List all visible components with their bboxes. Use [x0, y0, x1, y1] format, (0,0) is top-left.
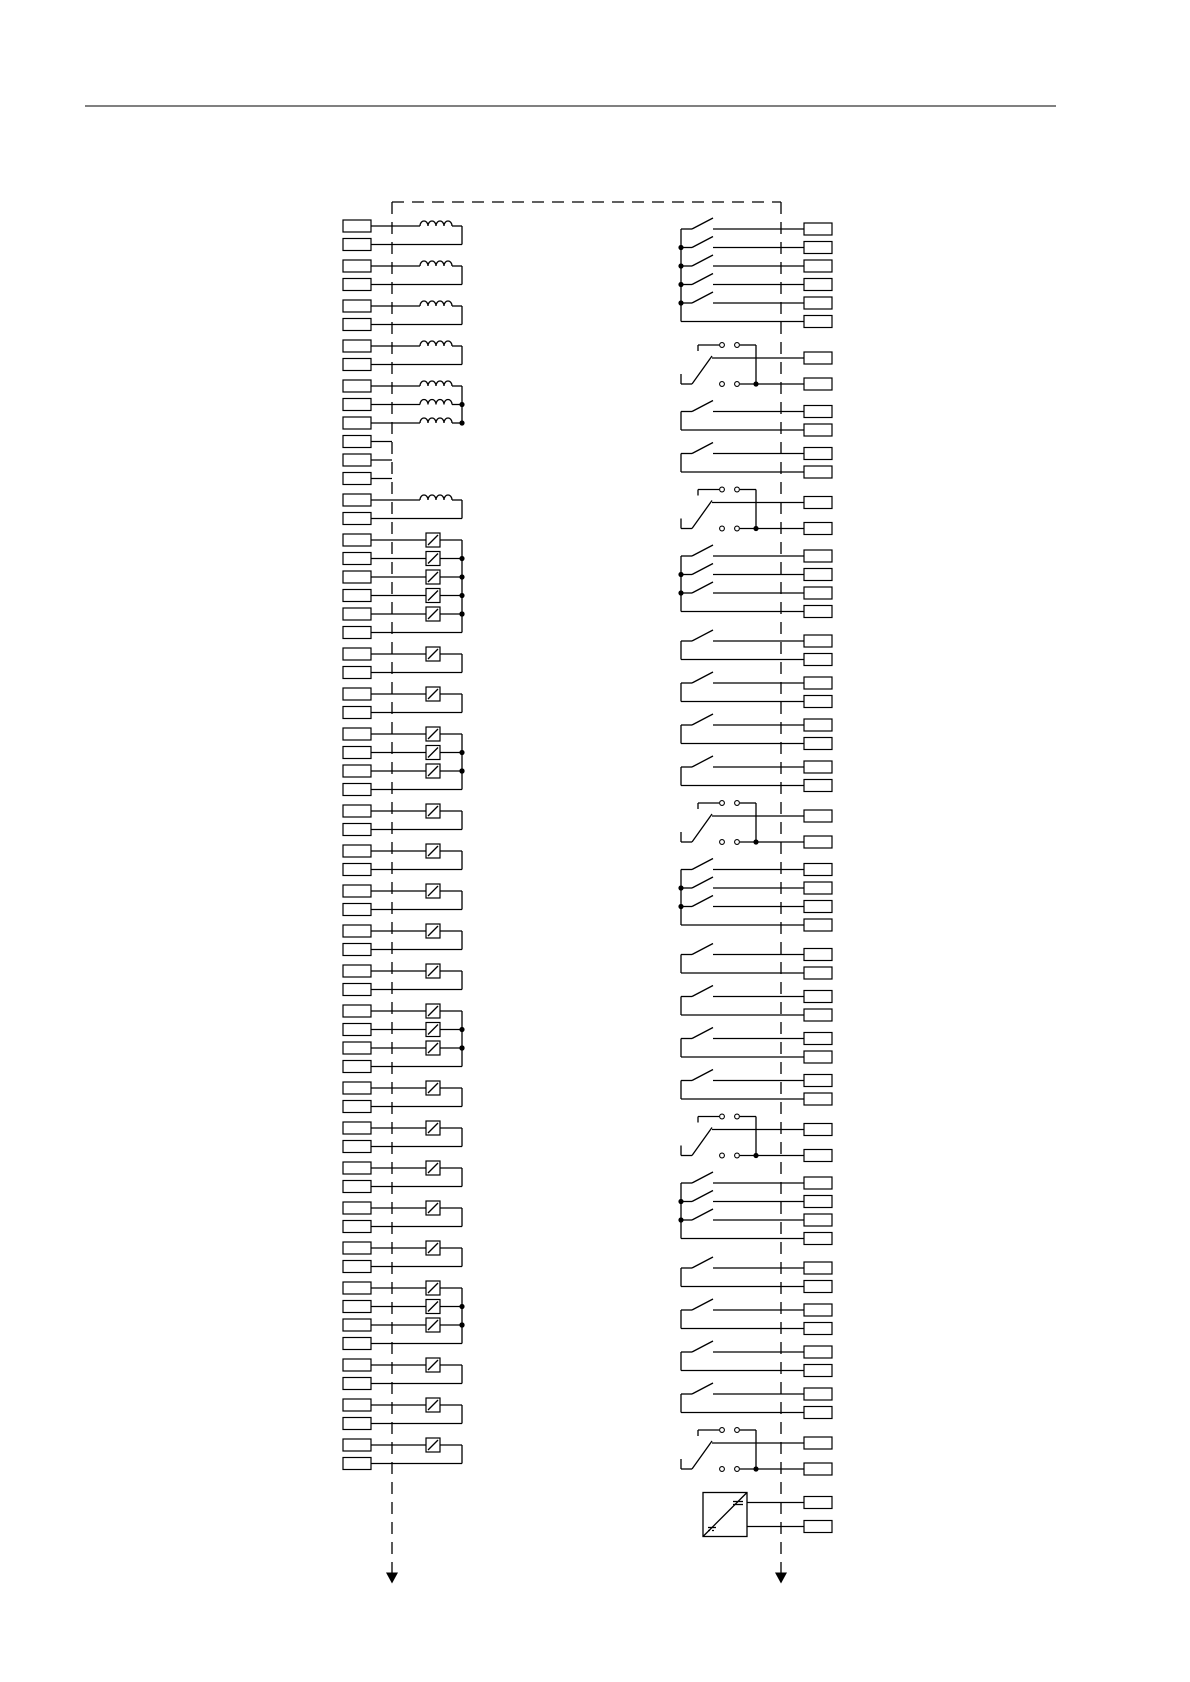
contact-terminal: [720, 382, 725, 387]
relay-terminal: [804, 466, 832, 478]
power-supply: [703, 1493, 832, 1537]
junction-dot: [459, 1322, 464, 1327]
contact-terminal: [735, 382, 740, 387]
ct-terminal: [343, 473, 371, 485]
opto-terminal: [343, 1319, 371, 1331]
continue-arrow: [386, 1573, 398, 1584]
contact-terminal: [720, 1428, 725, 1433]
opto-terminal: [343, 824, 371, 836]
junction-dot: [459, 768, 464, 773]
contact-blade: [692, 944, 713, 955]
relay-terminal: [804, 1323, 832, 1335]
changeover-contact: [681, 801, 832, 848]
opto-terminal: [343, 571, 371, 583]
contact-blade: [692, 274, 713, 285]
relay-terminal: [804, 297, 832, 309]
contact-blade: [692, 1299, 713, 1310]
relay-terminal: [804, 1214, 832, 1226]
opto-terminal: [343, 648, 371, 660]
ct-terminal: [343, 417, 371, 429]
contact-terminal: [720, 1153, 725, 1158]
contact-blade: [692, 356, 712, 384]
relay-contacts-common: [678, 1172, 832, 1245]
relay-contact: [681, 672, 832, 708]
contact-blade: [692, 582, 713, 593]
contact-blade: [692, 237, 713, 248]
relay-terminal: [804, 242, 832, 254]
contact-blade: [692, 501, 712, 529]
relay-contact: [681, 944, 832, 980]
opto-terminal: [343, 944, 371, 956]
coil-winding: [420, 341, 452, 346]
coil-winding: [420, 400, 452, 405]
junction-dot: [753, 1466, 758, 1471]
contact-terminal: [735, 1428, 740, 1433]
junction-dot: [753, 1153, 758, 1158]
opto-terminal: [343, 1141, 371, 1153]
relay-terminal: [804, 550, 832, 562]
opto-terminal: [343, 984, 371, 996]
opto-terminal: [343, 1101, 371, 1113]
coil-winding: [420, 495, 452, 500]
opto-terminal: [343, 885, 371, 897]
opto-terminal: [343, 1042, 371, 1054]
relay-terminal: [804, 606, 832, 618]
continue-arrow: [775, 1573, 787, 1584]
opto-terminal: [343, 864, 371, 876]
contact-blade: [692, 443, 713, 454]
ct-input: [343, 300, 462, 331]
left-terminal-column: [343, 220, 465, 1470]
relay-terminal: [804, 919, 832, 931]
opto-terminal: [343, 534, 371, 546]
opto-input: [343, 647, 462, 679]
opto-input: [343, 844, 462, 876]
contact-blade: [692, 1028, 713, 1039]
coil-winding: [420, 221, 452, 226]
relay-terminal: [804, 991, 832, 1003]
relay-contact: [681, 714, 832, 750]
contact-blade: [692, 292, 713, 303]
ct-terminal: [343, 494, 371, 506]
supply-terminal: [804, 1497, 832, 1509]
changeover-contact: [681, 343, 832, 390]
contact-blade: [692, 1191, 713, 1202]
opto-terminal: [343, 1162, 371, 1174]
opto-terminal: [343, 1061, 371, 1073]
opto-terminal: [343, 765, 371, 777]
contact-terminal: [720, 1467, 725, 1472]
relay-terminal: [804, 1346, 832, 1358]
relay-contacts-common: [678, 218, 832, 328]
contact-blade: [692, 1257, 713, 1268]
relay-contact: [681, 630, 832, 666]
opto-terminal: [343, 1301, 371, 1313]
contact-blade: [692, 545, 713, 556]
ct-terminal: [343, 279, 371, 291]
opto-terminal: [343, 1221, 371, 1233]
opto-input-group: [343, 727, 465, 796]
relay-contact: [681, 443, 832, 479]
ct-terminal: [343, 436, 371, 448]
contact-blade: [692, 756, 713, 767]
relay-terminal: [804, 424, 832, 436]
opto-input: [343, 1358, 462, 1390]
relay-terminal: [804, 654, 832, 666]
contact-terminal: [735, 487, 740, 492]
opto-terminal: [343, 1399, 371, 1411]
relay-terminal: [804, 1407, 832, 1419]
contact-terminal: [735, 343, 740, 348]
relay-contact: [681, 1341, 832, 1377]
relay-terminal: [804, 523, 832, 535]
contact-terminal: [720, 840, 725, 845]
relay-terminal: [804, 448, 832, 460]
contact-blade: [692, 714, 713, 725]
opto-terminal: [343, 1439, 371, 1451]
ct-terminal: [343, 319, 371, 331]
relay-terminal: [804, 677, 832, 689]
contact-blade: [692, 1128, 712, 1156]
relay-terminal: [804, 967, 832, 979]
opto-terminal: [343, 728, 371, 740]
relay-terminal: [804, 864, 832, 876]
ct-terminal: [343, 260, 371, 272]
opto-input: [343, 1201, 462, 1233]
relay-terminal: [804, 378, 832, 390]
relay-terminal: [804, 901, 832, 913]
ct-input-three-phase: [343, 380, 465, 485]
relay-terminal: [804, 1093, 832, 1105]
opto-terminal: [343, 553, 371, 565]
opto-terminal: [343, 1282, 371, 1294]
opto-input: [343, 1241, 462, 1273]
opto-input: [343, 924, 462, 956]
relay-terminal: [804, 738, 832, 750]
opto-input-group: [343, 1004, 465, 1073]
junction-dot: [753, 381, 758, 386]
contact-terminal: [735, 526, 740, 531]
opto-terminal: [343, 784, 371, 796]
junction-dot: [459, 611, 464, 616]
changeover-contact: [681, 1428, 832, 1475]
opto-input: [343, 1438, 462, 1470]
relay-terminal: [804, 316, 832, 328]
opto-input: [343, 1081, 462, 1113]
contact-blade: [692, 986, 713, 997]
relay-terminal: [804, 406, 832, 418]
contact-terminal: [720, 343, 725, 348]
opto-terminal: [343, 627, 371, 639]
relay-terminal: [804, 1177, 832, 1189]
opto-terminal: [343, 1359, 371, 1371]
contact-terminal: [735, 840, 740, 845]
relay-terminal: [804, 719, 832, 731]
relay-terminal: [804, 569, 832, 581]
relay-terminal: [804, 260, 832, 272]
relay-contact: [681, 1383, 832, 1419]
changeover-contact: [681, 1114, 832, 1161]
contact-blade: [692, 401, 713, 412]
contact-terminal: [735, 1153, 740, 1158]
opto-terminal: [343, 1024, 371, 1036]
relay-contact: [681, 1070, 832, 1106]
relay-terminal: [804, 1437, 832, 1449]
junction-dot: [753, 839, 758, 844]
relay-contact: [681, 1028, 832, 1064]
opto-input: [343, 804, 462, 836]
contact-terminal: [735, 1114, 740, 1119]
relay-terminal: [804, 1150, 832, 1162]
opto-terminal: [343, 1005, 371, 1017]
contact-blade: [692, 218, 713, 229]
contact-terminal: [720, 526, 725, 531]
opto-terminal: [343, 925, 371, 937]
coil-winding: [420, 261, 452, 266]
coil-winding: [420, 301, 452, 306]
contact-terminal: [720, 801, 725, 806]
relay-terminal: [804, 780, 832, 792]
contact-blade: [692, 1441, 712, 1469]
opto-terminal: [343, 608, 371, 620]
relay-contact: [681, 1257, 832, 1293]
relay-terminal: [804, 696, 832, 708]
opto-terminal: [343, 1122, 371, 1134]
opto-terminal: [343, 747, 371, 759]
relay-terminal: [804, 635, 832, 647]
opto-terminal: [343, 904, 371, 916]
ct-terminal: [343, 399, 371, 411]
ct-terminal: [343, 454, 371, 466]
opto-terminal: [343, 1261, 371, 1273]
contact-blade: [692, 564, 713, 575]
relay-terminal: [804, 352, 832, 364]
ct-input: [343, 220, 462, 251]
opto-terminal: [343, 965, 371, 977]
opto-terminal: [343, 1202, 371, 1214]
opto-input: [343, 884, 462, 916]
relay-terminal: [804, 1304, 832, 1316]
ct-terminal: [343, 340, 371, 352]
opto-terminal: [343, 667, 371, 679]
relay-terminal: [804, 1233, 832, 1245]
contact-blade: [692, 672, 713, 683]
relay-terminal: [804, 836, 832, 848]
contact-blade: [692, 814, 712, 842]
relay-terminal: [804, 1365, 832, 1377]
coil-winding: [420, 418, 452, 423]
ct-terminal: [343, 300, 371, 312]
ct-input: [343, 494, 462, 525]
relay-contacts-common: [678, 545, 832, 618]
opto-input: [343, 1121, 462, 1153]
relay-terminal: [804, 1196, 832, 1208]
contact-blade: [692, 877, 713, 888]
opto-terminal: [343, 1242, 371, 1254]
opto-input: [343, 964, 462, 996]
opto-terminal: [343, 590, 371, 602]
right-terminal-column: [678, 218, 832, 1537]
ct-terminal: [343, 239, 371, 251]
relay-terminal: [804, 810, 832, 822]
contact-blade: [692, 1383, 713, 1394]
opto-input-group: [343, 533, 465, 639]
contact-blade: [692, 1070, 713, 1081]
opto-terminal: [343, 1418, 371, 1430]
coil-winding: [420, 381, 452, 386]
relay-terminal: [804, 497, 832, 509]
relay-contacts-common: [678, 859, 832, 932]
opto-terminal: [343, 805, 371, 817]
contact-blade: [692, 1172, 713, 1183]
internal-bus: [386, 202, 787, 1584]
opto-terminal: [343, 1338, 371, 1350]
contact-blade: [692, 1209, 713, 1220]
relay-terminal: [804, 1009, 832, 1021]
relay-terminal: [804, 1388, 832, 1400]
relay-contact: [681, 986, 832, 1022]
relay-terminal: [804, 1463, 832, 1475]
relay-terminal: [804, 949, 832, 961]
contact-blade: [692, 859, 713, 870]
contact-blade: [692, 1341, 713, 1352]
contact-terminal: [720, 1114, 725, 1119]
relay-terminal: [804, 1051, 832, 1063]
relay-terminal: [804, 1075, 832, 1087]
contact-blade: [692, 630, 713, 641]
ct-terminal: [343, 359, 371, 371]
relay-terminal: [804, 882, 832, 894]
opto-input: [343, 687, 462, 719]
relay-terminal: [804, 761, 832, 773]
contact-blade: [692, 896, 713, 907]
junction-dot: [459, 1045, 464, 1050]
relay-contact: [681, 1299, 832, 1335]
contact-blade: [692, 255, 713, 266]
opto-terminal: [343, 1458, 371, 1470]
ct-terminal: [343, 513, 371, 525]
relay-terminal: [804, 279, 832, 291]
junction-dot: [753, 526, 758, 531]
relay-contact: [681, 401, 832, 437]
relay-terminal: [804, 223, 832, 235]
opto-input-group: [343, 1281, 465, 1350]
opto-input: [343, 1398, 462, 1430]
relay-terminal: [804, 1262, 832, 1274]
opto-terminal: [343, 1082, 371, 1094]
relay-terminal: [804, 1033, 832, 1045]
relay-terminal: [804, 587, 832, 599]
ct-terminal: [343, 220, 371, 232]
ct-input: [343, 260, 462, 291]
relay-terminal: [804, 1124, 832, 1136]
opto-terminal: [343, 845, 371, 857]
changeover-contact: [681, 487, 832, 534]
relay-terminal: [804, 1281, 832, 1293]
opto-terminal: [343, 688, 371, 700]
relay-contact: [681, 756, 832, 792]
contact-terminal: [735, 801, 740, 806]
ct-input: [343, 340, 462, 371]
ct-terminal: [343, 380, 371, 392]
opto-terminal: [343, 1181, 371, 1193]
supply-terminal: [804, 1521, 832, 1533]
contact-terminal: [735, 1467, 740, 1472]
opto-terminal: [343, 707, 371, 719]
contact-terminal: [720, 487, 725, 492]
opto-terminal: [343, 1378, 371, 1390]
opto-input: [343, 1161, 462, 1193]
